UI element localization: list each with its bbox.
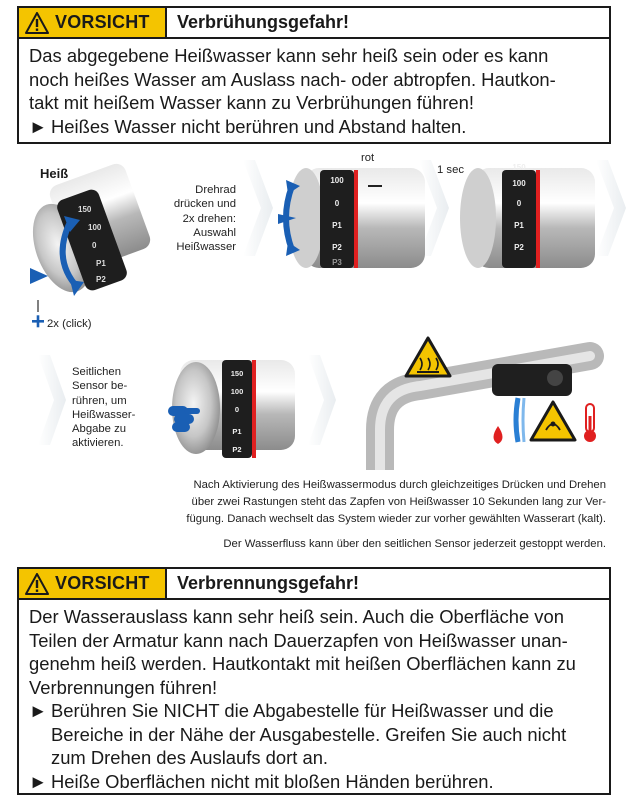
svg-text:P2: P2 <box>332 243 342 252</box>
svg-text:P1: P1 <box>232 427 242 436</box>
bullet-text <box>51 699 566 770</box>
instruction-line: Abgabe zu <box>72 423 127 436</box>
label-red: rot <box>361 152 375 164</box>
svg-text:100: 100 <box>330 176 344 185</box>
warning-bullet <box>29 115 599 139</box>
bullet-arrow-icon: ► <box>29 115 48 137</box>
svg-text:P1: P1 <box>514 221 524 230</box>
svg-text:100: 100 <box>230 387 244 396</box>
label-one-second: 1 sec <box>437 164 465 176</box>
caution-tag <box>19 569 167 598</box>
svg-text:P1: P1 <box>332 221 342 230</box>
step3-instructions <box>72 365 172 451</box>
dial-value: 100 <box>88 223 102 232</box>
svg-text:P3: P3 <box>332 258 342 267</box>
svg-text:0: 0 <box>516 199 522 208</box>
info-line: fügung. Danach wechselt das System wieder zur vorher gewählten Wasserart (kalt). <box>186 513 606 525</box>
warning-triangle-icon <box>25 573 49 595</box>
warning-bullet <box>29 770 599 794</box>
faucet-dial-step2 <box>278 168 425 268</box>
warning-line: Teilen der Armatur kann nach Dauerzapfen von Heißwasser unan- <box>29 629 568 651</box>
click-hint: 2x (click) <box>47 318 92 330</box>
warning-title: Verbrennungsgefahr! <box>177 573 360 593</box>
svg-text:0: 0 <box>334 199 340 208</box>
bullet-text: Heiße Oberflächen nicht mit bloßen Händen berühren. <box>51 770 494 792</box>
warning-line: Verbrennungen führen! <box>29 676 218 698</box>
sensor-stop-note: Der Wasserfluss kann über den seitlichen Sensor jederzeit gestoppt werden. <box>223 538 606 550</box>
warning-box-burn <box>17 567 611 795</box>
warning-line: noch heißes Wasser am Auslass nach- oder abtropfen. Hautkon- <box>29 68 556 90</box>
warning-body <box>19 39 609 144</box>
instruction-line: drücken und <box>173 198 236 211</box>
warning-line: Der Wasserauslass kann sehr heiß sein. Auch die Oberfläche von <box>29 606 564 627</box>
mode-heading: Heiß <box>40 166 69 181</box>
warning-box-scalding <box>17 6 611 144</box>
svg-text:100: 100 <box>512 179 526 188</box>
plus-icon <box>32 315 44 327</box>
hand-burn-warning-icon <box>531 402 575 440</box>
instruction-line: Sensor be- <box>72 380 128 393</box>
bullet-text: Heißes Wasser nicht berühren und Abstand halten. <box>51 115 467 137</box>
bullet-line: Bereiche in der Nähe der Ausgabestelle. Greifen Sie auch nicht <box>51 723 567 745</box>
faucet-dial-step2b <box>460 163 595 268</box>
faucet-dial-step1 <box>22 161 153 327</box>
instruction-line: 2x drehen: <box>182 212 236 225</box>
instruction-line: Auswahl <box>193 226 236 239</box>
warning-line: takt mit heißem Wasser kann zu Verbrühungen führen! <box>29 92 475 113</box>
dial-value: 150 <box>78 205 92 214</box>
warning-header <box>19 569 609 600</box>
info-paragraph <box>186 477 606 528</box>
instruction-line: Heißwasser <box>176 241 236 254</box>
water-drop-icon <box>494 426 503 444</box>
info-line: über zwei Rastungen steht das Zapfen von Heißwasser 10 Sekunden lang zur Ver- <box>191 496 606 508</box>
caution-label: VORSICHT <box>55 12 150 32</box>
instruction-line: Seitlichen <box>72 366 121 378</box>
warning-title: Verbrühungsgefahr! <box>177 12 350 32</box>
dial-value: 0 <box>92 241 97 250</box>
warning-header <box>19 8 609 39</box>
info-line: Nach Aktivierung des Heißwassermodus durch gleichzeitiges Drücken und Drehen <box>193 479 606 491</box>
hot-surface-warning-icon <box>406 338 450 376</box>
svg-text:0: 0 <box>234 405 240 414</box>
bullet-arrow-icon: ► <box>29 770 48 792</box>
svg-text:P2: P2 <box>514 243 524 252</box>
warning-bullet <box>29 699 599 770</box>
faucet-sensor-step3 <box>168 360 295 458</box>
caution-label: VORSICHT <box>55 573 150 593</box>
bullet-line: Berühren Sie NICHT die Abgabestelle für Heißwasser und die <box>51 700 554 721</box>
step1-instructions <box>150 183 236 254</box>
warning-triangle-icon <box>25 12 49 34</box>
warning-line: Das abgegebene Heißwasser kann sehr heiß sein oder es kann <box>29 45 549 66</box>
svg-text:P2: P2 <box>232 445 242 454</box>
bullet-line: zum Drehen des Auslaufs dort an. <box>51 747 329 768</box>
thermometer-icon <box>584 404 596 442</box>
instruction-line: Heißwasser- <box>72 408 136 421</box>
bullet-arrow-icon: ► <box>29 700 48 721</box>
dial-value: P2 <box>96 275 106 284</box>
instruction-line: rühren, um <box>72 394 127 407</box>
dial-value: P1 <box>96 259 106 268</box>
warning-line: genehm heiß werden. Hautkontakt mit heißen Oberflächen kann zu <box>29 653 576 674</box>
warning-body <box>19 600 609 799</box>
svg-text:150: 150 <box>512 163 526 172</box>
instruction-line: Drehrad <box>195 184 236 196</box>
caution-tag <box>19 8 167 37</box>
instruction-line: aktivieren. <box>72 437 124 450</box>
svg-text:150: 150 <box>230 369 244 378</box>
